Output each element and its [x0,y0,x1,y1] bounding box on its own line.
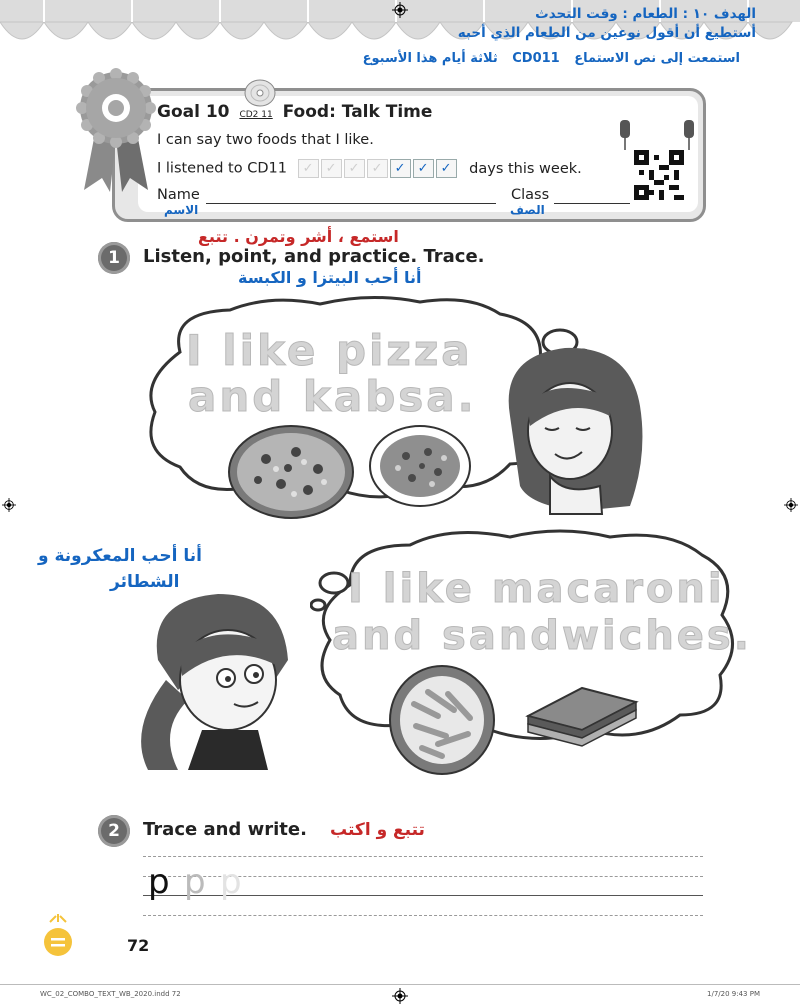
class-label: Class [511,187,550,203]
name-arabic: الاسم [164,203,199,217]
writing-line-top [143,856,703,857]
day-checkbox[interactable]: ✓ [367,159,388,178]
kabsa-image [368,424,472,508]
pizza-image [226,424,356,520]
print-date: 1/7/20 9:43 PM [707,990,760,998]
arabic-listen-suffix: ثلاثة أيام هذا الأسبوع [362,51,498,66]
arabic-listen-line [363,51,740,66]
trace-letter-faint[interactable]: p [220,862,242,902]
listened-prefix: I listened to CD11 [157,160,287,177]
cd-code: CD011 [512,51,560,66]
bubble2-trace-line2: and sandwiches. [332,613,752,659]
day-checkbox[interactable]: ✓ [413,159,434,178]
day-checkbox[interactable]: ✓ [321,159,342,178]
day-checkbox[interactable]: ✓ [390,159,411,178]
registration-mark-icon [392,2,408,18]
bubble1-trace-line1: I like pizza [186,326,473,375]
award-rosette-icon [76,68,156,194]
day-checkbox[interactable]: ✓ [436,159,457,178]
goal-number: Goal 10 [157,102,230,122]
file-name: WC_02_COMBO_TEXT_WB_2020.indd 72 [40,990,181,998]
arabic-goal-heading: الهدف ١٠ : الطعام : وقت التحدث [535,6,756,22]
arabic-listen-prefix: استمعت إلى نص الاستماع [574,51,740,66]
activity1-arabic-instruction: استمع ، أشر وتمرن . تتبع [198,227,399,246]
registration-mark-icon [784,498,798,512]
model-letter: p [148,862,170,902]
activity1-arabic-translation2-line1: أنا أحب المعكرونة و [38,546,202,566]
listened-suffix: days this week. [469,160,582,177]
macaroni-image [388,664,496,776]
registration-mark-icon [2,498,16,512]
activity1-arabic-translation: أنا أحب البيتزا و الكبسة [238,268,422,287]
sandwich-image [522,672,640,748]
girl-thinking-illustration [118,580,308,772]
activity2-instruction: Trace and write. [143,819,307,840]
activity1-number: 1 [98,242,130,274]
girl-dreaming-illustration [490,336,650,516]
listened-row [157,159,582,178]
trace-letter[interactable]: p [184,862,206,902]
day-checkbox[interactable]: ✓ [298,159,319,178]
activity2-arabic-instruction: تتبع و اكتب [330,820,425,840]
writing-line-bottom [143,915,703,916]
registration-mark-icon [392,988,408,1004]
publisher-logo-icon [42,914,74,956]
activity2-number: 2 [98,815,130,847]
can-say-statement: I can say two foods that I like. [157,132,374,148]
arabic-objective: أستطيع أن أقول نوعين من الطعام الذي أحبه [457,25,756,41]
cd-track-label: CD2 11 [239,110,273,120]
bubble1-trace-line2: and kabsa. [188,372,477,421]
trim-line [0,984,800,985]
page-number: 72 [127,936,150,955]
goal-title [157,102,432,122]
class-arabic: الصف [510,203,545,217]
name-field[interactable] [206,203,496,204]
qr-code-icon[interactable] [634,150,684,200]
bubble2-trace-line1: I like macaroni [348,566,725,612]
activity1-arabic-translation2-line2: الشطائر [110,572,180,592]
name-label: Name [157,187,200,203]
goal-topic: Food: Talk Time [282,102,433,122]
day-checkbox[interactable]: ✓ [344,159,365,178]
activity1-instruction: Listen, point, and practice. Trace. [143,246,485,267]
